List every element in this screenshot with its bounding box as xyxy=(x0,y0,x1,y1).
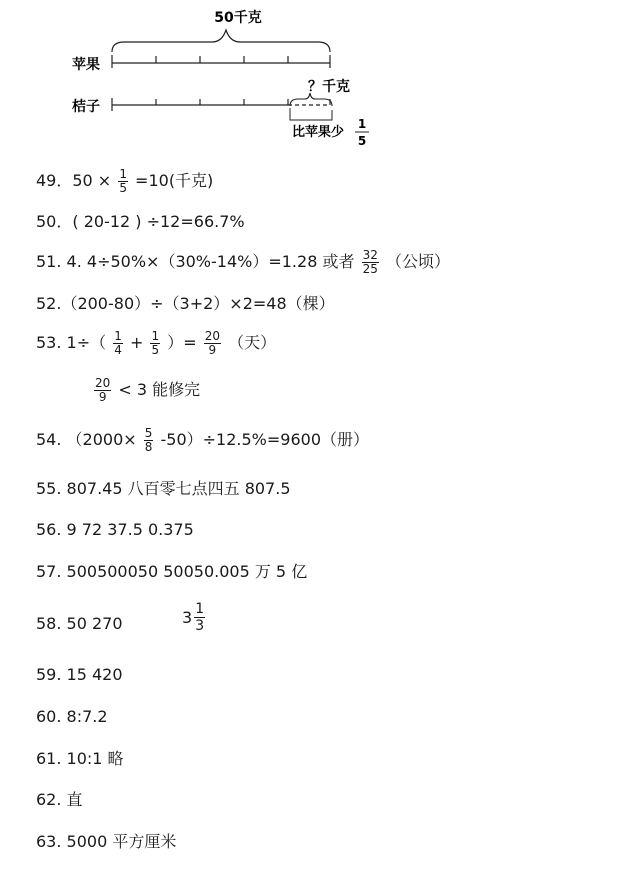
total-label: 50千克 xyxy=(214,10,262,26)
less-label: 比苹果少 xyxy=(292,125,345,140)
answer-51-prefix: 51. 4. 4÷50%×（30%-14%）=1.28 或者 xyxy=(36,252,355,271)
orange-bar xyxy=(112,98,330,111)
answer-53-prefix: 53. 1÷（ xyxy=(36,333,107,352)
answer-62: 62. 直 xyxy=(36,790,83,809)
bar-diagram xyxy=(0,0,631,160)
answer-61: 61. 10:1 略 xyxy=(36,749,124,768)
answer-51-frac: $\frac{32}{25}$ xyxy=(362,248,378,276)
less-frac-den: 5 xyxy=(357,134,367,148)
answer-63: 63. 5000 平方厘米 xyxy=(36,832,177,851)
unknown-label: ？千克 xyxy=(308,79,350,95)
answer-53-mid: ）= xyxy=(167,333,197,352)
answer-56: 56. 9 72 37.5 0.375 xyxy=(36,520,194,539)
answer-58-mixed xyxy=(182,601,207,634)
answer-52: 52.（200-80）÷（3+2）×2=48（棵） xyxy=(36,294,335,313)
answer-54-suffix: -50）÷12.5%=9600（册） xyxy=(160,430,369,449)
answer-57: 57. 500500050 50050.005 万 5 亿 xyxy=(36,562,308,581)
answer-58-frac: $\frac{1}{3}$ xyxy=(195,601,205,634)
answer-49-frac: $\frac{1}{5}$ xyxy=(119,167,127,195)
answer-54-frac: $\frac{5}{8}$ xyxy=(144,426,153,454)
answer-54 xyxy=(36,427,369,454)
answer-50: 50．( 20-12 ) ÷12=66.7% xyxy=(36,212,245,231)
answer-53-frac3: $\frac{20}{9}$ xyxy=(204,329,220,357)
answer-49-prefix: 49．50 × xyxy=(36,171,112,190)
row1-label: 苹果 xyxy=(72,57,100,73)
answer-59: 59. 15 420 xyxy=(36,665,123,684)
answer-53-plus: + xyxy=(129,333,144,352)
row2-label: 桔子 xyxy=(72,99,100,115)
answer-58: 58. 50 270 xyxy=(36,614,123,633)
answer-60: 60. 8:7.2 xyxy=(36,707,108,726)
apple-bar xyxy=(112,55,330,68)
answer-53b-frac: $\frac{20}{9}$ xyxy=(95,376,111,404)
total-brace xyxy=(112,30,330,52)
answer-53 xyxy=(36,330,276,357)
answer-55: 55. 807.45 八百零七点四五 807.5 xyxy=(36,479,291,498)
answer-51 xyxy=(36,249,450,276)
answer-53-compare xyxy=(92,377,200,404)
answer-49-suffix: =10(千克) xyxy=(135,171,214,190)
answer-53b-suffix: < 3 能修完 xyxy=(118,380,201,399)
less-bracket xyxy=(290,108,332,120)
answer-53-suffix: （天） xyxy=(228,333,277,352)
answer-51-suffix: （公顷） xyxy=(385,252,450,271)
answer-49 xyxy=(36,168,213,195)
answer-58-whole: 3 xyxy=(182,608,193,627)
answer-54-prefix: 54. （2000× xyxy=(36,430,137,449)
less-frac-num: 1 xyxy=(357,117,367,131)
answer-53-frac1: $\frac{1}{4}$ xyxy=(114,329,122,357)
answer-53-frac2: $\frac{1}{5}$ xyxy=(151,329,160,357)
